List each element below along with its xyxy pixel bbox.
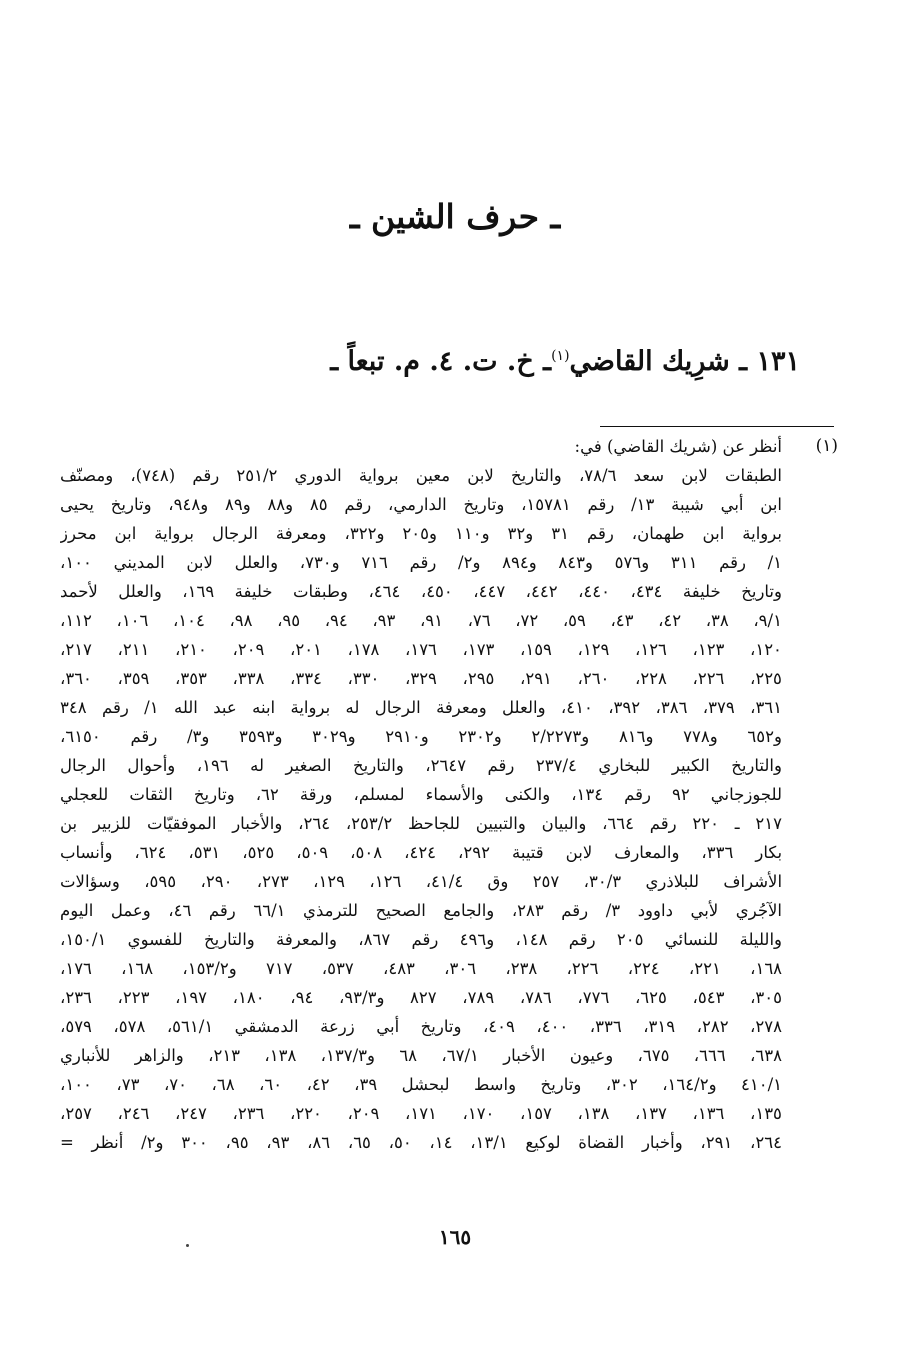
- footnote-line: ٢٦٤، ٢٩١، وأخبار القضاة لوكيع ١٣/١، ١٤، ٥٠، ٦٥، ٨٦، ٩٣، ٩٥، ٣٠٠ و٢/ أنظر =: [60, 1133, 782, 1152]
- footnote-line: برواية ابن طهمان، رقم ٣١ و٣٢ و١١٠ و٢٠٥ و٣٢٢، ومعرفة الرجال برواية ابن محرز: [60, 524, 782, 543]
- footnote-line: ١٦٨، ٢٢١، ٢٢٤، ٢٢٦، ٢٣٨، ٣٠٦، ٤٨٣، ٥٣٧، ٧١٧ و١٥٣/٢، ١٦٨، ١٧٦،: [60, 959, 782, 978]
- footnote-reference: (١): [551, 348, 570, 364]
- page-number: ١٦٥: [438, 1225, 472, 1249]
- footnote-line: ٢١٧ ـ ٢٢٠ رقم ٦٦٤، والبيان والتبيين للجاحظ ٢٥٣/٢، ٢٦٤، والأخبار الموفقيّات للزبير بن: [60, 814, 782, 833]
- scan-speck: [186, 1244, 189, 1247]
- entry-heading-tail: ـ خ. ت. ٤. م. تبعاً ـ: [330, 346, 552, 377]
- footnote-line: ٢٧٨، ٢٨٢، ٣١٩، ٣٣٦، ٤٠٠، ٤٠٩، وتاريخ أبي زرعة الدمشقي ٥٦١/١، ٥٧٨، ٥٧٩،: [60, 1017, 782, 1036]
- footnote: [60, 432, 838, 1157]
- footnote-line: ١/ رقم ٣١١ و٥٧٦ و٨٤٣ و٨٩٤ و٢/ رقم ٧١٦ و٧٣٠، والعلل لابن المديني ١٠٠،: [60, 553, 782, 572]
- footnote-marker: (١): [815, 436, 838, 456]
- chapter-title: ـ حرف الشين ـ: [349, 197, 561, 236]
- footnote-line: والليلة للنسائي ٢٠٥ رقم ١٤٨، و٤٩٦ رقم ٨٦٧، والمعرفة والتاريخ للفسوي ١٥٠/١،: [60, 930, 782, 949]
- footnote-line: الآجُري لأبي داوود ٣/ رقم ٢٨٣، والجامع الصحيح للترمذي ٦٦/١ رقم ٤٦، وعمل اليوم: [60, 901, 782, 920]
- footnote-line: ٤١٠/١ و١٦٤/٢، ٣٠٢، وتاريخ واسط لبحشل ٣٩، ٤٢، ٦٠، ٦٨، ٧٠، ٧٣، ١٠٠،: [60, 1075, 782, 1094]
- footnote-line: ٣٠٥، ٥٤٣، ٦٢٥، ٧٧٦، ٧٨٦، ٧٨٩، ٨٢٧ و٩٣/٣، ٩٤، ١٨٠، ١٩٧، ٢٢٣، ٢٣٦،: [60, 988, 782, 1007]
- footnote-line: و٦٥٢ و٧٧٨ و٨١٦ و٢/٢٢٧٣ و٢٣٠٢ و٢٩١٠ و٣٠٢٩ و٣٥٩٣ و٣/ رقم ٦١٥٠،: [60, 727, 782, 746]
- footnote-line: الأشراف للبلاذري ٣٠/٣، ٢٥٧ وق ٤١/٤، ١٢٦، ١٢٩، ٢٧٣، ٢٩٠، ٥٩٥، وسؤالات: [60, 872, 782, 891]
- entry-heading: [100, 338, 800, 386]
- entry-heading-main: ١٣١ ـ شرِيك القاضي: [569, 346, 800, 377]
- footnote-line: ٩/١، ٣٨، ٤٢، ٤٣، ٥٩، ٧٢، ٧٦، ٩١، ٩٣، ٩٤، ٩٥، ٩٨، ١٠٤، ١٠٦، ١١٢،: [60, 611, 782, 630]
- footnote-line: الطبقات لابن سعد ٧٨/٦، والتاريخ لابن معين برواية الدوري ٢٥١/٢ رقم (٧٤٨)، ومصنّف: [60, 466, 782, 485]
- footnote-line: ١٣٥، ١٣٦، ١٣٧، ١٣٨، ١٥٧، ١٧٠، ١٧١، ٢٠٩، ٢٢٠، ٢٣٦، ٢٤٧، ٢٤٦، ٢٥٧،: [60, 1104, 782, 1123]
- footnote-line: ابن أبي شيبة ١٣/ رقم ١٥٧٨١، وتاريخ الدارمي، رقم ٨٥ و٨٨ و٨٩ و٩٤٨، وتاريخ يحيى: [60, 495, 782, 514]
- footnote-line: ٣٦١، ٣٧٩، ٣٨٦، ٣٩٢، ٤١٠، والعلل ومعرفة الرجال له برواية ابنه عبد الله ١/ رقم ٣٤٨: [60, 698, 782, 717]
- footnote-line: وتاريخ خليفة ٤٣٤، ٤٤٠، ٤٤٢، ٤٤٧، ٤٥٠، ٤٦٤، وطبقات خليفة ١٦٩، والعلل لأحمد: [60, 582, 782, 601]
- footnote-line: بكار ٣٣٦، والمعارف لابن قتيبة ٢٩٢، ٤٢٤، ٥٠٨، ٥٠٩، ٥٢٥، ٥٣١، ٦٢٤، وأنساب: [60, 843, 782, 862]
- footnote-line: للجوزجاني ٩٢ رقم ١٣٤، والكنى والأسماء لمسلم، ورقة ٦٢، وتاريخ الثقات للعجلي: [60, 785, 782, 804]
- footnote-line: ٢٢٥، ٢٢٦، ٢٢٨، ٢٦٠، ٢٩١، ٢٩٥، ٣٢٩، ٣٣٠، ٣٣٤، ٣٣٨، ٣٥٣، ٣٥٩، ٣٦٠،: [60, 669, 782, 688]
- footnote-line: ٦٣٨، ٦٦٦، ٦٧٥، وعيون الأخبار ٦٧/١، ٦٨ و١٣٧/٣، ١٣٨، ٢١٣، والزاهر للأنباري: [60, 1046, 782, 1065]
- footnote-line: ١٢٠، ١٢٣، ١٢٦، ١٢٩، ١٥٩، ١٧٣، ١٧٦، ١٧٨، ٢٠١، ٢٠٩، ٢١٠، ٢١١، ٢١٧،: [60, 640, 782, 659]
- footnote-line: أنظر عن (شريك القاضي) في:: [574, 437, 782, 456]
- footnote-separator: [600, 426, 834, 427]
- footnote-line: والتاريخ الكبير للبخاري ٢٣٧/٤ رقم ٢٦٤٧، والتاريخ الصغير له ١٩٦، وأحوال الرجال: [60, 756, 782, 775]
